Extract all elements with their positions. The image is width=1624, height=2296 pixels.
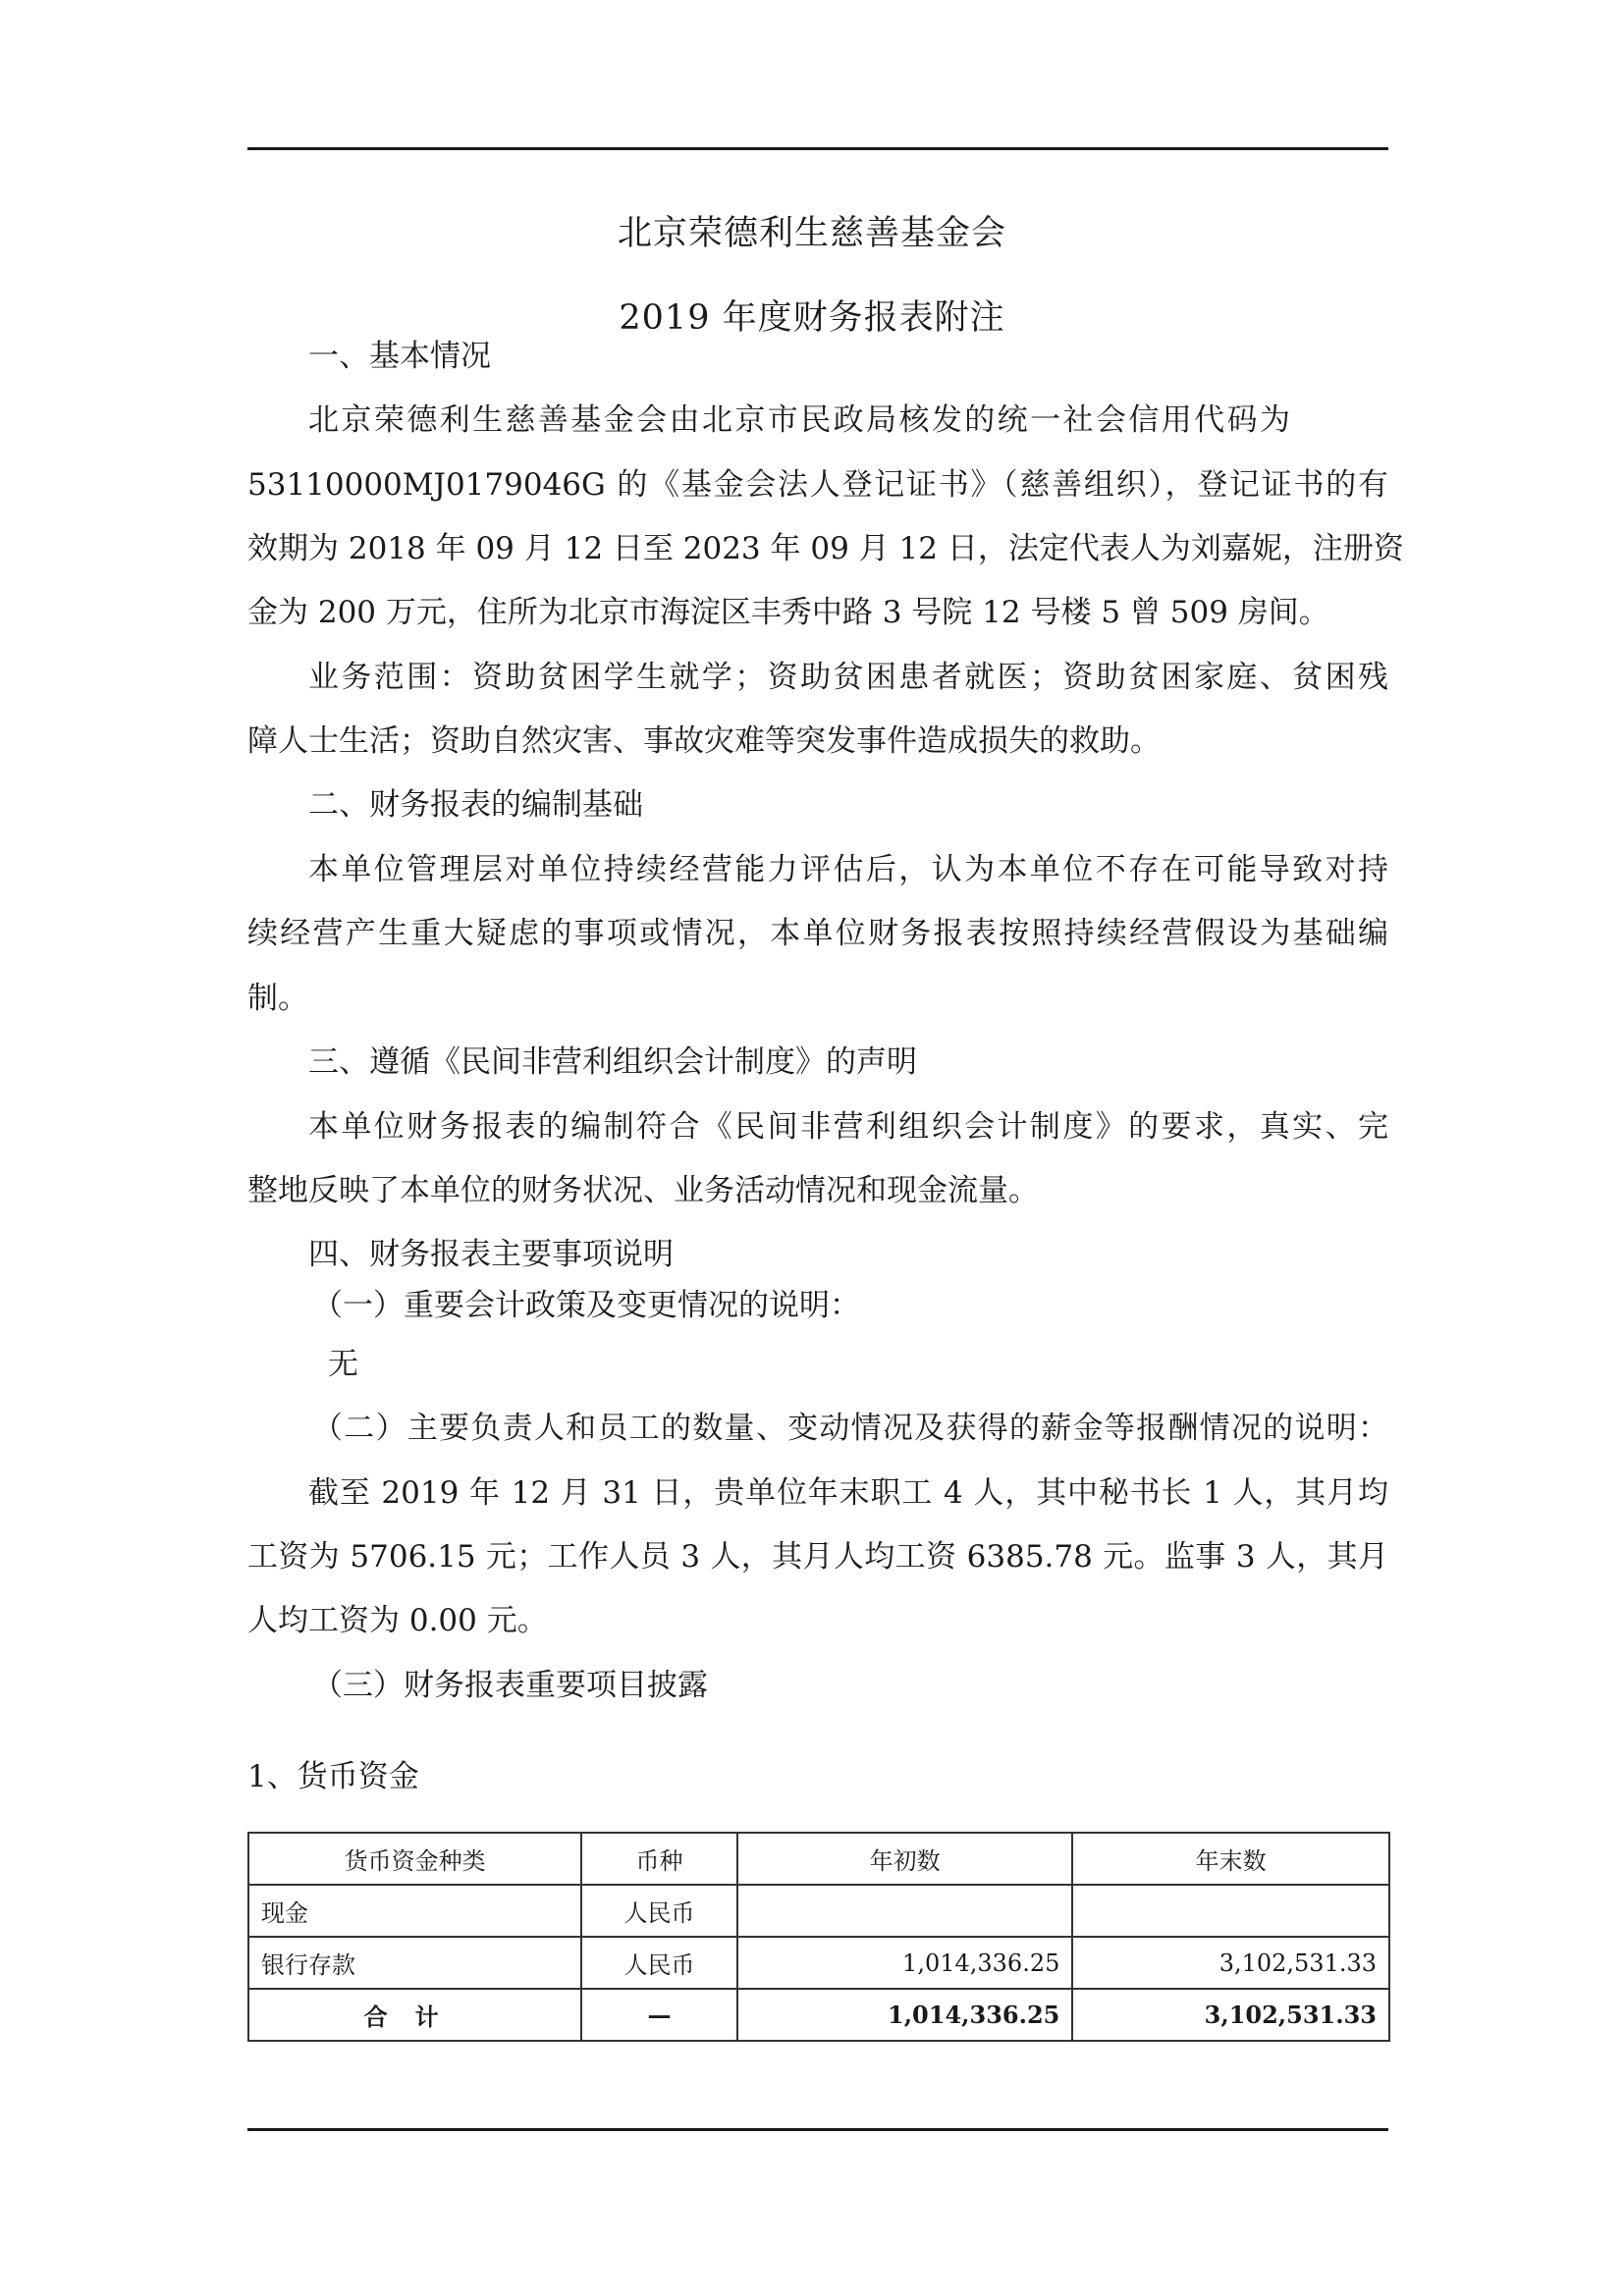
section-1-paragraph-line: 金为 200 万元，住所为北京市海淀区丰秀中路 3 号院 12 号楼 5 曾 509 房间。 [247,595,1329,630]
total-begin-amount-cell: 1,014,336.25 [737,1989,1073,2041]
section-2-paragraph-line: 本单位管理层对单位持续经营能力评估后，认为本单位不存在可能导致对持 [308,852,1388,887]
end-amount-cell: 3,102,531.33 [1072,1937,1389,1989]
begin-amount-cell [737,1885,1073,1937]
header-rule [247,147,1388,150]
table-header-cell: 币种 [581,1833,737,1885]
begin-amount-cell: 1,014,336.25 [737,1937,1073,1989]
total-currency-cell: — [581,1989,737,2041]
end-amount-cell [1072,1885,1389,1937]
subsection-4-2-heading: （二）主要负责人和员工的数量、变动情况及获得的薪金等报酬情况的说明： [312,1411,1388,1446]
business-scope-line: 业务范围：资助贫困学生就学；资助贫困患者就医；资助贫困家庭、贫困残 [308,660,1388,695]
document-title: 北京荣德利生慈善基金会 [617,214,1006,253]
staff-info-line: 工资为 5706.15 元；工作人员 3 人，其月人均工资 6385.78 元。监事 3 人，其月 [247,1539,1388,1575]
currency-cell: 人民币 [581,1937,737,1989]
subsection-4-1-body: 无 [328,1347,358,1382]
fund-type-cell: 银行存款 [248,1937,581,1989]
section-3-paragraph-line: 整地反映了本单位的财务状况、业务活动情况和现金流量。 [247,1173,1039,1208]
table-header-cell: 货币资金种类 [248,1833,581,1885]
table-header-cell: 年末数 [1072,1833,1389,1885]
total-end-amount-cell: 3,102,531.33 [1072,1989,1389,2041]
subsection-4-3-heading: （三）财务报表重要项目披露 [312,1668,708,1703]
section-1-paragraph-line: 效期为 2018 年 09 月 12 日至 2023 年 09 月 12 日，法定代表人为刘嘉妮，注册资 [247,531,1404,566]
monetary-funds-table [247,1832,1390,2042]
section-1-paragraph-line: 北京荣德利生慈善基金会由北京市民政局核发的统一社会信用代码为 [308,402,1290,438]
total-label-cell: 合计 [248,1989,581,2041]
table-total-row [248,1989,1389,2041]
business-scope-line: 障人士生活；资助自然灾害、事故灾难等突发事件造成损失的救助。 [247,723,1161,759]
document-subtitle: 2019 年度财务报表附注 [619,298,1005,338]
footer-rule [247,2128,1388,2131]
staff-info-line: 人均工资为 0.00 元。 [247,1603,548,1638]
currency-cell: 人民币 [581,1885,737,1937]
section-1-heading: 一、基本情况 [308,339,491,374]
subsection-4-1-heading: （一）重要会计政策及变更情况的说明： [312,1288,860,1323]
staff-info-line: 截至 2019 年 12 月 31 日，贵单位年末职工 4 人，其中秘书长 1 人，其月均 [308,1475,1388,1511]
fund-type-cell: 现金 [248,1885,581,1937]
section-2-paragraph-line: 续经营产生重大疑虑的事项或情况，本单位财务报表按照持续经营假设为基础编 [247,916,1388,951]
table-row [248,1937,1389,1989]
section-2-paragraph-line: 制。 [247,981,308,1016]
section-3-paragraph-line: 本单位财务报表的编制符合《民间非营利组织会计制度》的要求，真实、完 [308,1109,1388,1145]
section-2-heading: 二、财务报表的编制基础 [308,787,643,823]
section-1-paragraph-line: 53110000MJ0179046G 的《基金会法人登记证书》（慈善组织），登记证书的有 [247,467,1388,503]
section-4-heading: 四、财务报表主要事项说明 [308,1237,674,1272]
table-row [248,1885,1389,1937]
item-1-heading: 1、货币资金 [247,1759,419,1794]
section-3-heading: 三、遵循《民间非营利组织会计制度》的声明 [308,1044,917,1080]
table-header-row [248,1833,1389,1885]
table-header-cell: 年初数 [737,1833,1073,1885]
